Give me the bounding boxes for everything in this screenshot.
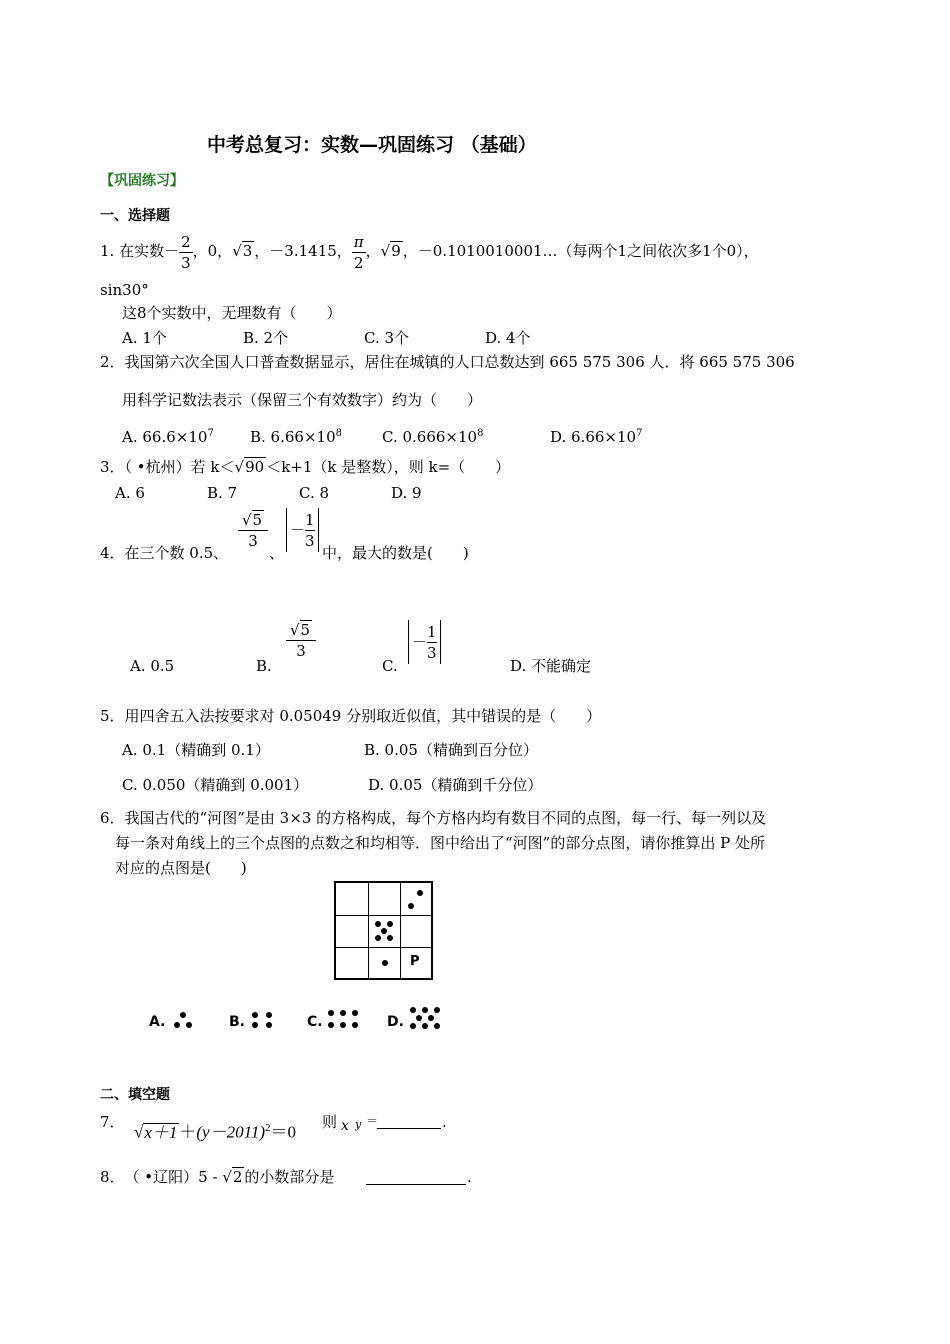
- dot: [416, 1015, 422, 1021]
- q1-text: ，: [365, 242, 381, 260]
- dot: [252, 1012, 258, 1018]
- grid-cell-p: [400, 947, 433, 980]
- dot: [381, 928, 387, 934]
- q8-text: 的小数部分是: [244, 1168, 335, 1186]
- dot: [428, 1015, 434, 1021]
- opt-base: D. 6.66×10: [550, 428, 637, 446]
- dot: [434, 1023, 440, 1029]
- frac-den: 3: [427, 643, 437, 662]
- sqrt-x-plus-1: x＋1: [144, 1122, 178, 1142]
- plus-sign: ＋: [179, 1122, 197, 1142]
- q4-abs-neg-third: [286, 508, 319, 552]
- frac-num: 1: [305, 510, 315, 529]
- q4-option-b: B.: [256, 657, 272, 675]
- q4-post: 中，最大的数是( ): [322, 544, 469, 562]
- q4-option-a: A. 0.5: [130, 657, 175, 675]
- q2-option-a: [122, 424, 214, 447]
- q2-option-b: [250, 424, 342, 447]
- q1-text: 1. 在实数－: [100, 242, 180, 260]
- grid-cell: [336, 947, 369, 980]
- q3-text: ＜k+1（k 是整数），则 k=（ ）: [266, 458, 511, 476]
- q6-line2: 每一条对角线上的三个点图的点数之和均相等．图中给出了“河图”的部分点图，请你推算出 P 处所: [115, 834, 765, 852]
- q7-equation: $√x+1 +(y-2011)^2=0$: [134, 1122, 296, 1142]
- paren-expr: (y－2011): [196, 1122, 265, 1142]
- grid-cell: [368, 947, 401, 980]
- exponent: 2: [265, 1122, 271, 1134]
- dot: [352, 1022, 358, 1028]
- section-tag: 【巩固练习】: [100, 173, 184, 189]
- q3-text: 3．（ •杭州）若 k＜: [100, 458, 235, 476]
- q2-line2: 用科学记数法表示（保留三个有效数字）约为（ ）: [122, 391, 483, 409]
- grid-cell: [336, 915, 369, 948]
- dot: [174, 1022, 180, 1028]
- q4-option-c: C.: [382, 657, 398, 675]
- q5-option-b: B. 0.05（精确到百分位）: [364, 741, 538, 759]
- q6-option-a: A.: [149, 1014, 166, 1030]
- dot: [375, 935, 381, 941]
- q6-option-d: D.: [387, 1014, 404, 1030]
- frac-num: √5: [286, 620, 316, 641]
- grid-cell: [400, 915, 433, 948]
- grid-cell: [400, 883, 433, 916]
- grid-cell: [368, 883, 401, 916]
- q1-option-d: D. 4个: [485, 329, 531, 347]
- fraction-pi-over-2: [352, 232, 366, 273]
- q7-y: y: [355, 1118, 362, 1131]
- dot: [180, 1012, 186, 1018]
- dot: [422, 1007, 428, 1013]
- dot: [266, 1012, 272, 1018]
- sqrt-90: 90: [245, 458, 265, 476]
- dot: [417, 890, 423, 896]
- q6-option-c: C.: [307, 1014, 323, 1030]
- q5-stem: 5．用四舍五入法按要求对 0.05049 分别取近似值，其中错误的是（ ）: [100, 707, 602, 725]
- q5-option-d: D. 0.05（精确到千分位）: [368, 776, 543, 794]
- frac-num: √5: [238, 510, 268, 531]
- q6-option-b-dots: [250, 1010, 276, 1030]
- q3-option-c: C. 8: [299, 484, 330, 502]
- q4-frac-sqrt5-over-3: [238, 510, 268, 551]
- opt-exp: 7: [636, 428, 643, 439]
- dot: [186, 1022, 192, 1028]
- opt-base: A. 66.6×10: [122, 428, 208, 446]
- minus-sign: －: [290, 521, 306, 539]
- part1-heading: 一、选择题: [100, 208, 170, 224]
- part2-heading: 二、填空题: [100, 1087, 170, 1103]
- fraction-two-thirds: [179, 232, 193, 273]
- q4-option-c-abs: [408, 620, 441, 664]
- q2-option-c: [382, 424, 483, 447]
- q7-end: .: [442, 1113, 447, 1131]
- q7-then: 则: [322, 1113, 338, 1131]
- q7-num: 7．: [100, 1113, 125, 1131]
- q3-line: 3．（ •杭州）若 k＜√90 ＜k+1（k 是整数），则 k=（ ）: [100, 458, 511, 476]
- dot: [408, 903, 414, 909]
- dot: [375, 921, 381, 927]
- dot: [352, 1010, 358, 1016]
- grid-cell: [368, 915, 401, 948]
- q1-option-a: A. 1个: [122, 329, 167, 347]
- dot: [410, 1007, 416, 1013]
- frac-den: 3: [305, 531, 315, 550]
- opt-base: B. 6.66×10: [250, 428, 336, 446]
- dot: [252, 1022, 258, 1028]
- q6-option-d-dots: [408, 1005, 444, 1033]
- q5-option-a: A. 0.1（精确到 0.1）: [122, 741, 270, 759]
- sqrt-2: 2: [232, 1168, 243, 1186]
- q6-option-b: B.: [229, 1014, 245, 1030]
- frac-den: 3: [296, 642, 306, 660]
- frac-num: 1: [427, 622, 437, 641]
- q5-option-c: C. 0.050（精确到 0.001）: [122, 776, 309, 794]
- dot: [266, 1022, 272, 1028]
- q8-end: .: [467, 1168, 472, 1186]
- frac-num: π: [353, 232, 364, 251]
- hetu-grid: [334, 881, 433, 980]
- dot: [422, 1023, 428, 1029]
- dot: [410, 1023, 416, 1029]
- q8-answer-blank[interactable]: [366, 1182, 466, 1185]
- opt-exp: 8: [477, 428, 484, 439]
- q1-option-c: C. 3个: [364, 329, 410, 347]
- dot: [340, 1022, 346, 1028]
- dot: [382, 960, 388, 966]
- q7-x: x: [341, 1118, 349, 1134]
- dot: [434, 1007, 440, 1013]
- q6-option-a-dots: [172, 1010, 194, 1030]
- dot: [340, 1010, 346, 1016]
- q4-option-b-frac: [286, 620, 316, 661]
- q1-text: ，－3.1415，: [254, 242, 352, 260]
- page-title: 中考总复习：实数—巩固练习 （基础）: [207, 134, 537, 156]
- opt-exp: 7: [207, 428, 214, 439]
- frac-den: 3: [181, 253, 191, 272]
- dot: [387, 935, 393, 941]
- frac-den: 3: [248, 532, 258, 550]
- opt-base: C. 0.666×10: [382, 428, 478, 446]
- q1-sin30: sin30°: [100, 281, 149, 299]
- q1-text: ，－0.1010010001…（每两个1之间依次多1个0），: [402, 242, 759, 260]
- q4-sep: 、: [269, 544, 285, 562]
- q3-option-b: B. 7: [207, 484, 238, 502]
- q3-option-d: D. 9: [391, 484, 422, 502]
- q1-option-b: B. 2个: [243, 329, 289, 347]
- dot: [328, 1010, 334, 1016]
- q8-line: 8． （ •辽阳）5 - √2 的小数部分是: [100, 1168, 335, 1186]
- q2-option-d: [550, 424, 642, 447]
- frac-den: 2: [353, 253, 364, 272]
- q7-answer-blank[interactable]: [377, 1126, 441, 1129]
- q1-stem: 这8个实数中，无理数有（ ）: [122, 304, 342, 322]
- sqrt-5: 5: [252, 511, 263, 529]
- q1-text: ，0，: [192, 242, 233, 260]
- question-1-line: 1. 在实数－ $\frac{2}{3}$ ，0，√3 ，－3.1415， $\frac{\pi}{2}$ ，√9 ，－0.1010010001…（每两个1之间依次多1个0），: [100, 232, 759, 272]
- q6-line1: 6．我国古代的“河图”是由 3×3 的方格构成，每个方格内均有数目不同的点图，每一行、每一列以及: [100, 809, 767, 827]
- equals-zero: ＝0: [270, 1122, 296, 1142]
- frac-num: 2: [181, 232, 191, 251]
- q7-equal: ＝: [366, 1114, 379, 1128]
- q3-option-a: A. 6: [115, 484, 145, 502]
- dot: [387, 921, 393, 927]
- q6-line3: 对应的点图是( ): [115, 859, 247, 877]
- sqrt-5: 5: [300, 621, 311, 639]
- q4-pre: 4．在三个数 0.5、: [100, 544, 229, 562]
- sqrt-3: 3: [242, 242, 253, 260]
- grid-cell: [336, 883, 369, 916]
- dot: [328, 1022, 334, 1028]
- p-label: P: [410, 954, 420, 969]
- minus-sign: －: [412, 633, 428, 651]
- opt-exp: 8: [335, 428, 342, 439]
- q6-option-c-dots: [326, 1008, 362, 1030]
- q8-text: 8． （ •辽阳）5 -: [100, 1168, 223, 1186]
- q2-line1: 2．我国第六次全国人口普查数据显示，居住在城镇的人口总数达到 665 575 306 人．将 665 575 306: [100, 353, 795, 371]
- sqrt-9: 9: [391, 242, 401, 260]
- q4-option-d: D. 不能确定: [510, 657, 592, 675]
